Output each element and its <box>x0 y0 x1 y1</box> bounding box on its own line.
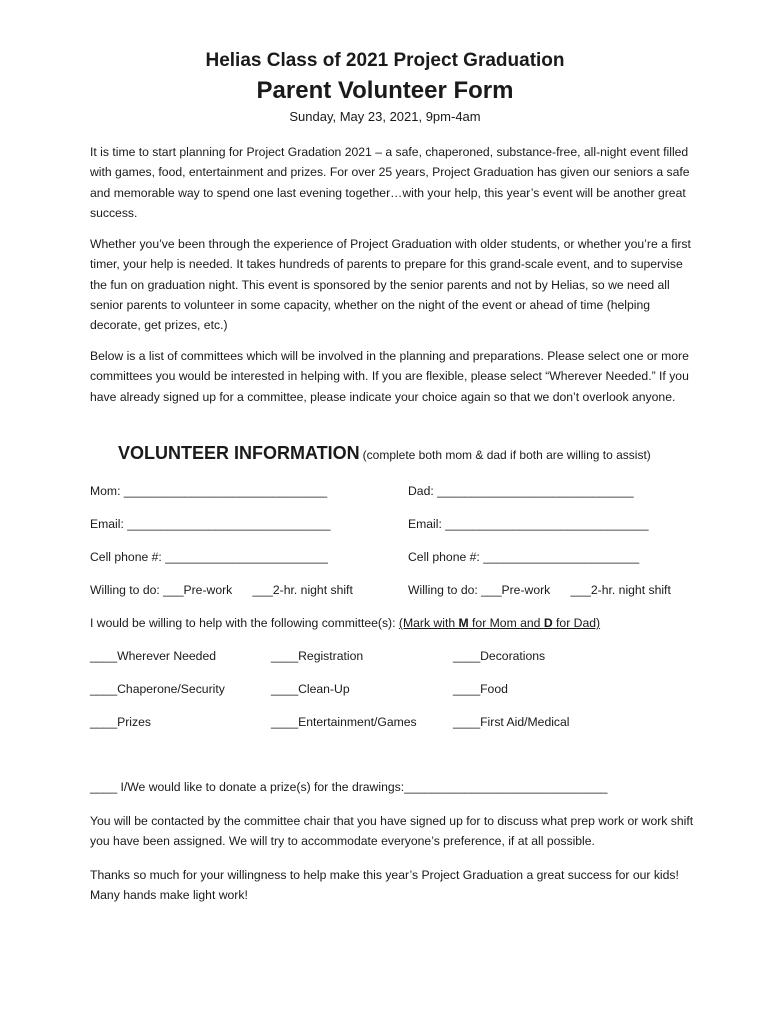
mom-willing-field[interactable]: Willing to do: ___Pre-work ___2-hr. night shift <box>90 583 353 597</box>
event-date: Sunday, May 23, 2021, 9pm-4am <box>289 109 481 124</box>
dad-cell-field[interactable]: Cell phone #: _______________________ <box>408 550 640 564</box>
committee-first-aid-medical[interactable]: ____First Aid/Medical <box>453 715 570 729</box>
intro-paragraph-3: Below is a list of committees which will be involved in the planning and preparations. Please select one or more committees you would be interested in helping with. If you are flexible, please select “Wherever Needed.” If you have already signed up for a committee, please indicate your choice again so that we don’t overlook anyone. <box>90 349 689 404</box>
volunteer-info-note: (complete both mom & dad if both are willing to assist) <box>362 448 651 462</box>
committee-intro-line <box>90 616 600 630</box>
volunteer-info-heading <box>118 443 651 464</box>
mom-cell-field[interactable]: Cell phone #: ________________________ <box>90 550 328 564</box>
volunteer-info-title: VOLUNTEER INFORMATION <box>118 443 360 463</box>
committee-intro: I would be willing to help with the following committee(s): <box>90 616 396 630</box>
mark-note-m: M <box>458 616 469 630</box>
committee-mark-note <box>399 616 600 630</box>
committee-decorations[interactable]: ____Decorations <box>453 649 546 663</box>
intro-paragraph-2: Whether you’ve been through the experience of Project Graduation with older students, or whether you’re a first timer, your help is needed. It takes hundreds of parents to prepare for this grand-scale event, and to supervise the fun on graduation night. This event is sponsored by the senior parents and not by Helias, so we need all senior parents to volunteer in some capacity, whether on the night of the event or ahead of time (helping decorate, get prizes, etc.) <box>90 237 691 333</box>
mark-note-pre: (Mark with <box>398 616 459 630</box>
form-title: Parent Volunteer Form <box>256 77 514 104</box>
form-org-heading: Helias Class of 2021 Project Graduation <box>205 50 565 71</box>
committee-registration[interactable]: ____Registration <box>271 649 364 663</box>
dad-willing-field[interactable]: Willing to do: ___Pre-work ___2-hr. night shift <box>408 583 671 597</box>
committee-food[interactable]: ____Food <box>453 682 508 696</box>
committee-chaperone-security[interactable]: ____Chaperone/Security <box>90 682 225 696</box>
mark-note-post: for Dad) <box>552 616 601 630</box>
mark-note-d: D <box>543 616 553 630</box>
donate-prize-field[interactable]: ____ I/We would like to donate a prize(s) for the drawings:______________________________ <box>90 780 608 794</box>
mark-note-mid: for Mom and <box>468 616 544 630</box>
committee-clean-up[interactable]: ____Clean-Up <box>271 682 350 696</box>
mom-email-field[interactable]: Email: ______________________________ <box>90 517 331 531</box>
committee-prizes[interactable]: ____Prizes <box>90 715 151 729</box>
thanks-paragraph: Thanks so much for your willingness to help make this year’s Project Graduation a great success for our kids! Many hands make light work! <box>90 868 679 903</box>
dad-email-field[interactable]: Email: ______________________________ <box>408 517 649 531</box>
committee-wherever-needed[interactable]: ____Wherever Needed <box>90 649 217 663</box>
committee-entertainment-games[interactable]: ____Entertainment/Games <box>271 715 417 729</box>
intro-paragraph-1: It is time to start planning for Project Gradation 2021 – a safe, chaperoned, substance-free, all-night event filled with games, food, entertainment and prizes. For over 25 years, Project Graduation has given our seniors a safe and memorable way to spend one last evening together…with your help, this year’s event will be another great success. <box>90 145 690 220</box>
contact-paragraph: You will be contacted by the committee chair that you have signed up for to discuss what prep work or work shift you have been assigned. We will try to accommodate everyone’s preference, if at all possible. <box>90 814 694 849</box>
dad-name-field[interactable]: Dad: _____________________________ <box>408 484 634 498</box>
mom-name-field[interactable]: Mom: ______________________________ <box>90 484 328 498</box>
